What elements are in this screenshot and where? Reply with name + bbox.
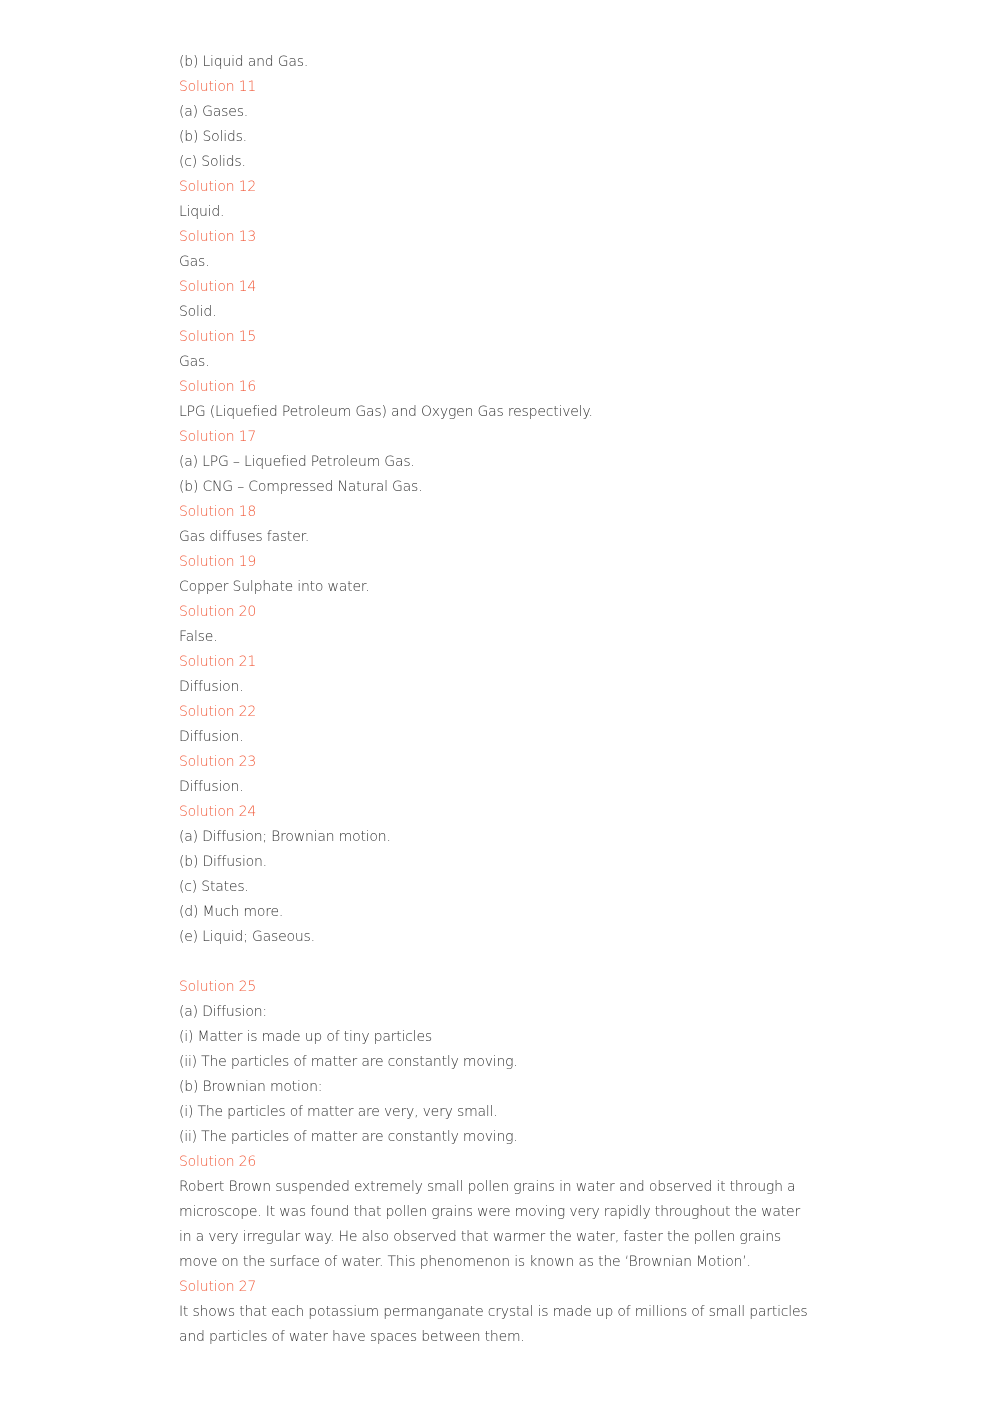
answer-text: (b) Diffusion. (179, 854, 267, 870)
solution-heading-16: Solution 16 (179, 379, 257, 395)
answer-text: (a) LPG – Liquefied Petroleum Gas. (179, 454, 415, 470)
section-spacer (179, 950, 819, 975)
solution-heading-15: Solution 15 (179, 329, 257, 345)
answer-paragraph: Robert Brown suspended extremely small pollen grains in water and observed it through a microscope. It was found that pollen grains were moving very rapidly throughout the water in a very irregular way. He also observed that warmer the water, faster the pollen grains move on the surface of water. This phenomenon is known as the ‘Brownian Motion’. (179, 1179, 801, 1270)
document-page (179, 50, 819, 1350)
solution-heading-26: Solution 26 (179, 1154, 257, 1170)
solution-heading-20: Solution 20 (179, 604, 257, 620)
solution-heading-24: Solution 24 (179, 804, 257, 820)
answer-text: (a) Gases. (179, 104, 249, 120)
solution-heading-27: Solution 27 (179, 1279, 257, 1295)
solution-heading-14: Solution 14 (179, 279, 257, 295)
solution-heading-12: Solution 12 (179, 179, 257, 195)
solution-heading-13: Solution 13 (179, 229, 257, 245)
answer-text: (b) Solids. (179, 129, 247, 145)
answer-text: Diffusion. (179, 729, 244, 745)
answer-text: (a) Diffusion: (179, 1004, 267, 1020)
solution-heading-23: Solution 23 (179, 754, 257, 770)
answer-text: Liquid. (179, 204, 225, 220)
answer-text: (a) Diffusion; Brownian motion. (179, 829, 391, 845)
answer-text: (ii) The particles of matter are constantly moving. (179, 1129, 518, 1145)
answer-text: False. (179, 629, 218, 645)
solution-heading-19: Solution 19 (179, 554, 257, 570)
answer-paragraph: It shows that each potassium permanganate crystal is made up of millions of small particles and particles of water have spaces between them. (179, 1304, 808, 1345)
answer-text: Solid. (179, 304, 217, 320)
answer-text: (d) Much more. (179, 904, 284, 920)
answer-text: (c) States. (179, 879, 249, 895)
answer-text: (i) Matter is made up of tiny particles (179, 1029, 432, 1045)
answer-text: Gas diffuses faster. (179, 529, 310, 545)
answer-text: (b) Brownian motion: (179, 1079, 323, 1095)
answer-text: Gas. (179, 354, 210, 370)
answer-text: Diffusion. (179, 679, 244, 695)
answer-text: (b) CNG – Compressed Natural Gas. (179, 479, 423, 495)
answer-text: (b) Liquid and Gas. (179, 54, 309, 70)
answer-text: Copper Sulphate into water. (179, 579, 370, 595)
answer-text: LPG (Liquefied Petroleum Gas) and Oxygen Gas respectively. (179, 404, 593, 420)
answer-text: (e) Liquid; Gaseous. (179, 929, 315, 945)
answer-text: (ii) The particles of matter are constantly moving. (179, 1054, 518, 1070)
answer-text: Diffusion. (179, 779, 244, 795)
answer-text: Gas. (179, 254, 210, 270)
solution-heading-17: Solution 17 (179, 429, 257, 445)
solution-heading-18: Solution 18 (179, 504, 257, 520)
solution-heading-22: Solution 22 (179, 704, 257, 720)
solution-heading-11: Solution 11 (179, 79, 257, 95)
answer-text: (c) Solids. (179, 154, 246, 170)
answer-text: (i) The particles of matter are very, very small. (179, 1104, 498, 1120)
solution-heading-25: Solution 25 (179, 979, 257, 995)
solution-heading-21: Solution 21 (179, 654, 257, 670)
